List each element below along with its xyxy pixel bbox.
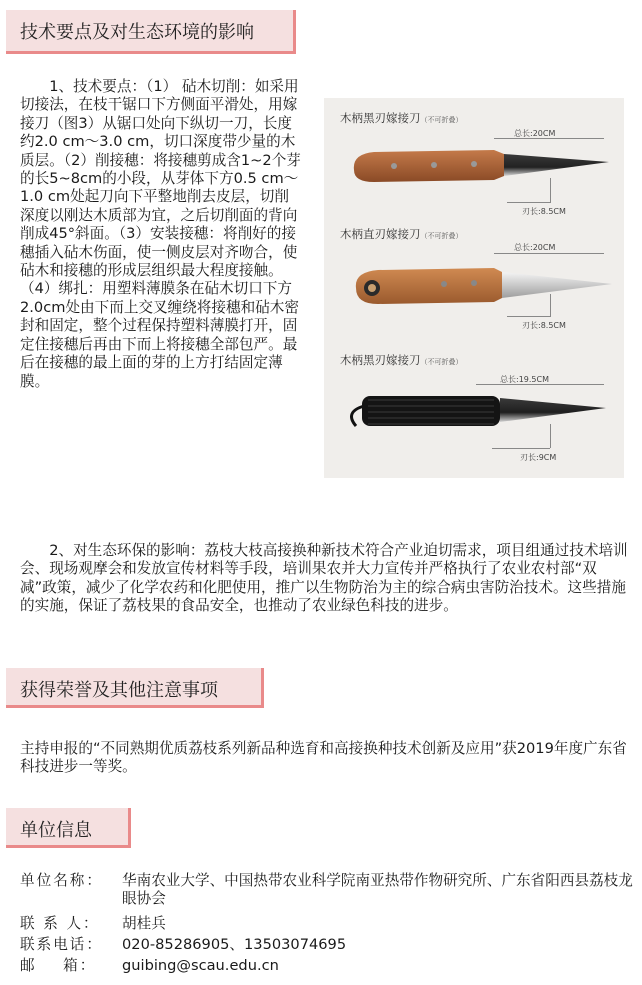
knife-1-image — [344, 140, 614, 200]
eco-impact-text: 2、对生态环保的影响：荔枝大枝高接换种新技术符合产业迫切需求，项目组通过技术培训会、现场观摩会和发放宣传材料等手段，培训果农并大力宣传并严格执行了农业农村部“双减”政策，减少了化学农药和化肥使用，推广以生物防治为主的综合病虫害防治技术。这些措施的实施，保证了荔枝果的食品安全，也推动了农业绿色科技的进步。 — [20, 542, 628, 615]
section-title: 技术要点及对生态环境的影响 — [20, 22, 254, 43]
section-header-honor — [6, 668, 264, 708]
section-title: 单位信息 — [20, 820, 92, 841]
phone-label: 联系电话： — [20, 936, 103, 953]
contact-person-value: 胡桂兵 — [122, 915, 166, 932]
knife-2-total-length: 总长:20CM — [514, 243, 556, 252]
email-value[interactable]: guibing@scau.edu.cn — [122, 957, 279, 974]
knife-2-image — [344, 258, 614, 318]
unit-name-row — [20, 872, 633, 908]
knife-3-blade-length: 刃长:9CM — [520, 453, 557, 462]
phone-row — [20, 936, 347, 954]
email-row — [20, 957, 279, 975]
honor-paragraph — [20, 740, 630, 777]
section-header-unit — [6, 808, 131, 848]
unit-name-label: 单位名称： — [20, 872, 103, 889]
contact-person-row — [20, 915, 166, 933]
knife-1-total-length: 总长:20CM — [514, 129, 556, 138]
knife-3-title: 木柄黑刃嫁接刀（不可折叠） — [340, 353, 463, 367]
knife-2-blade-length: 刃长:8.5CM — [522, 321, 566, 330]
phone-value: 020-85286905、13503074695 — [122, 936, 347, 953]
honor-text: 主持申报的“不同熟期优质荔枝系列新品种选育和高接换种技术创新及应用”获2019年度广东省科技进步一等奖。 — [20, 740, 627, 776]
knife-3-total-length: 总长:19.5CM — [500, 375, 549, 384]
section-title: 获得荣誉及其他注意事项 — [20, 680, 218, 701]
email-label: 邮 箱： — [20, 957, 97, 974]
contact-person-label: 联 系 人： — [20, 915, 100, 932]
tech-points-paragraph — [20, 78, 302, 391]
eco-impact-paragraph — [20, 542, 630, 616]
knife-1-title: 木柄黑刃嫁接刀（不可折叠） — [340, 111, 463, 125]
section-header-tech — [6, 10, 296, 54]
knife-3-image — [344, 386, 614, 446]
tech-points-text: 1、技术要点：（1） 砧木切削：如采用切接法，在枝干锯口下方侧面平滑处，用嫁接刀（图3）从锯口处向下纵切一刀，长度约2.0 cm～3.0 cm，切口深度带少量的木质层。（2）削接穗：将接穗剪成含1~2个芽的长5~8cm的小段，从芽体下方0.5 cm～1.0 cm处起刀向下平整地削去皮层，切削深度以刚达木质部为宜，之后切削面的背向削成45°斜面。（3）安装接穗：将削好的接穗插入砧木伤面，使一侧皮层对齐吻合，使砧木和接穗的形成层组织最大程度接触。（4）绑扎：用塑料薄膜条在砧木切口下方2.0cm处由下而上交叉缠绕将接穗和砧木密封和固定，整个过程保持塑料薄膜打开，固定住接穗后再由下而上将接穗全部包严。最后在接穗的最上面的芽的上方打结固定薄膜。 — [20, 78, 301, 390]
grafting-knife-figure — [324, 98, 624, 478]
knife-2-title: 木柄直刃嫁接刀（不可折叠） — [340, 227, 463, 241]
unit-name-value: 华南农业大学、中国热带农业科学院南亚热带作物研究所、广东省阳西县荔枝龙眼协会 — [122, 872, 633, 908]
knife-1-blade-length: 刃长:8.5CM — [522, 207, 566, 216]
